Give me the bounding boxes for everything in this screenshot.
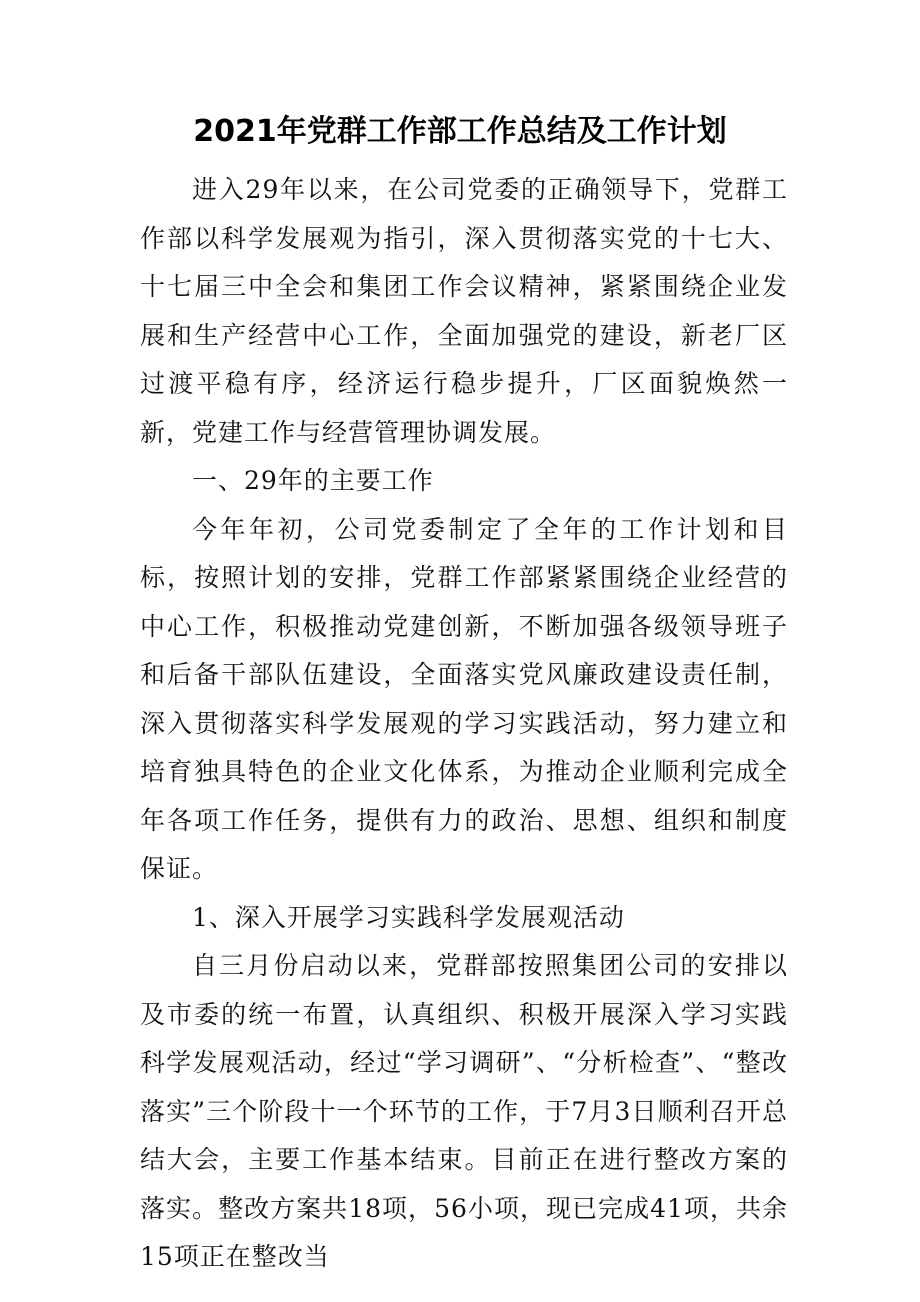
paragraph-plan: 今年年初，公司党委制定了全年的工作计划和目标，按照计划的安排，党群工作部紧紧围绕企业经营的中心工作，积极推动党建创新，不断加强各级领导班子和后备干部队伍建设，全面落实党风廉政建设责任制，深入贯彻落实科学发展观的学习实践活动，努力建立和培育独具特色的企业文化体系，为推动企业顺利完成全年各项工作任务，提供有力的政治、思想、组织和制度保证。: [140, 514, 788, 883]
paragraph-study-practice: 自三月份启动以来，党群部按照集团公司的安排以及市委的统一布置，认真组织、积极开展深入学习实践科学发展观活动，经过“学习调研”、“分析检查”、“整改落实”三个阶段十一个环节的工作，于7月3日顺利召开总结大会，主要工作基本结束。目前正在进行整改方案的落实。整改方案共18项，56小项，现已完成41项，共余15项正在整改当: [140, 951, 788, 1271]
section-heading-main-work: 一、29年的主要工作: [192, 466, 434, 495]
subsection-heading-study-practice: 1、深入开展学习实践科学发展观活动: [192, 902, 625, 932]
document-body: [140, 166, 788, 1282]
paragraph-intro: 进入29年以来，在公司党委的正确领导下，党群工作部以科学发展观为指引，深入贯彻落实党的十七大、十七届三中全会和集团工作会议精神，紧紧围绕企业发展和生产经营中心工作，全面加强党的建设，新老厂区过渡平稳有序，经济运行稳步提升，厂区面貌焕然一新，党建工作与经营管理协调发展。: [140, 175, 788, 447]
document-title: 2021年党群工作部工作总结及工作计划: [193, 114, 727, 149]
